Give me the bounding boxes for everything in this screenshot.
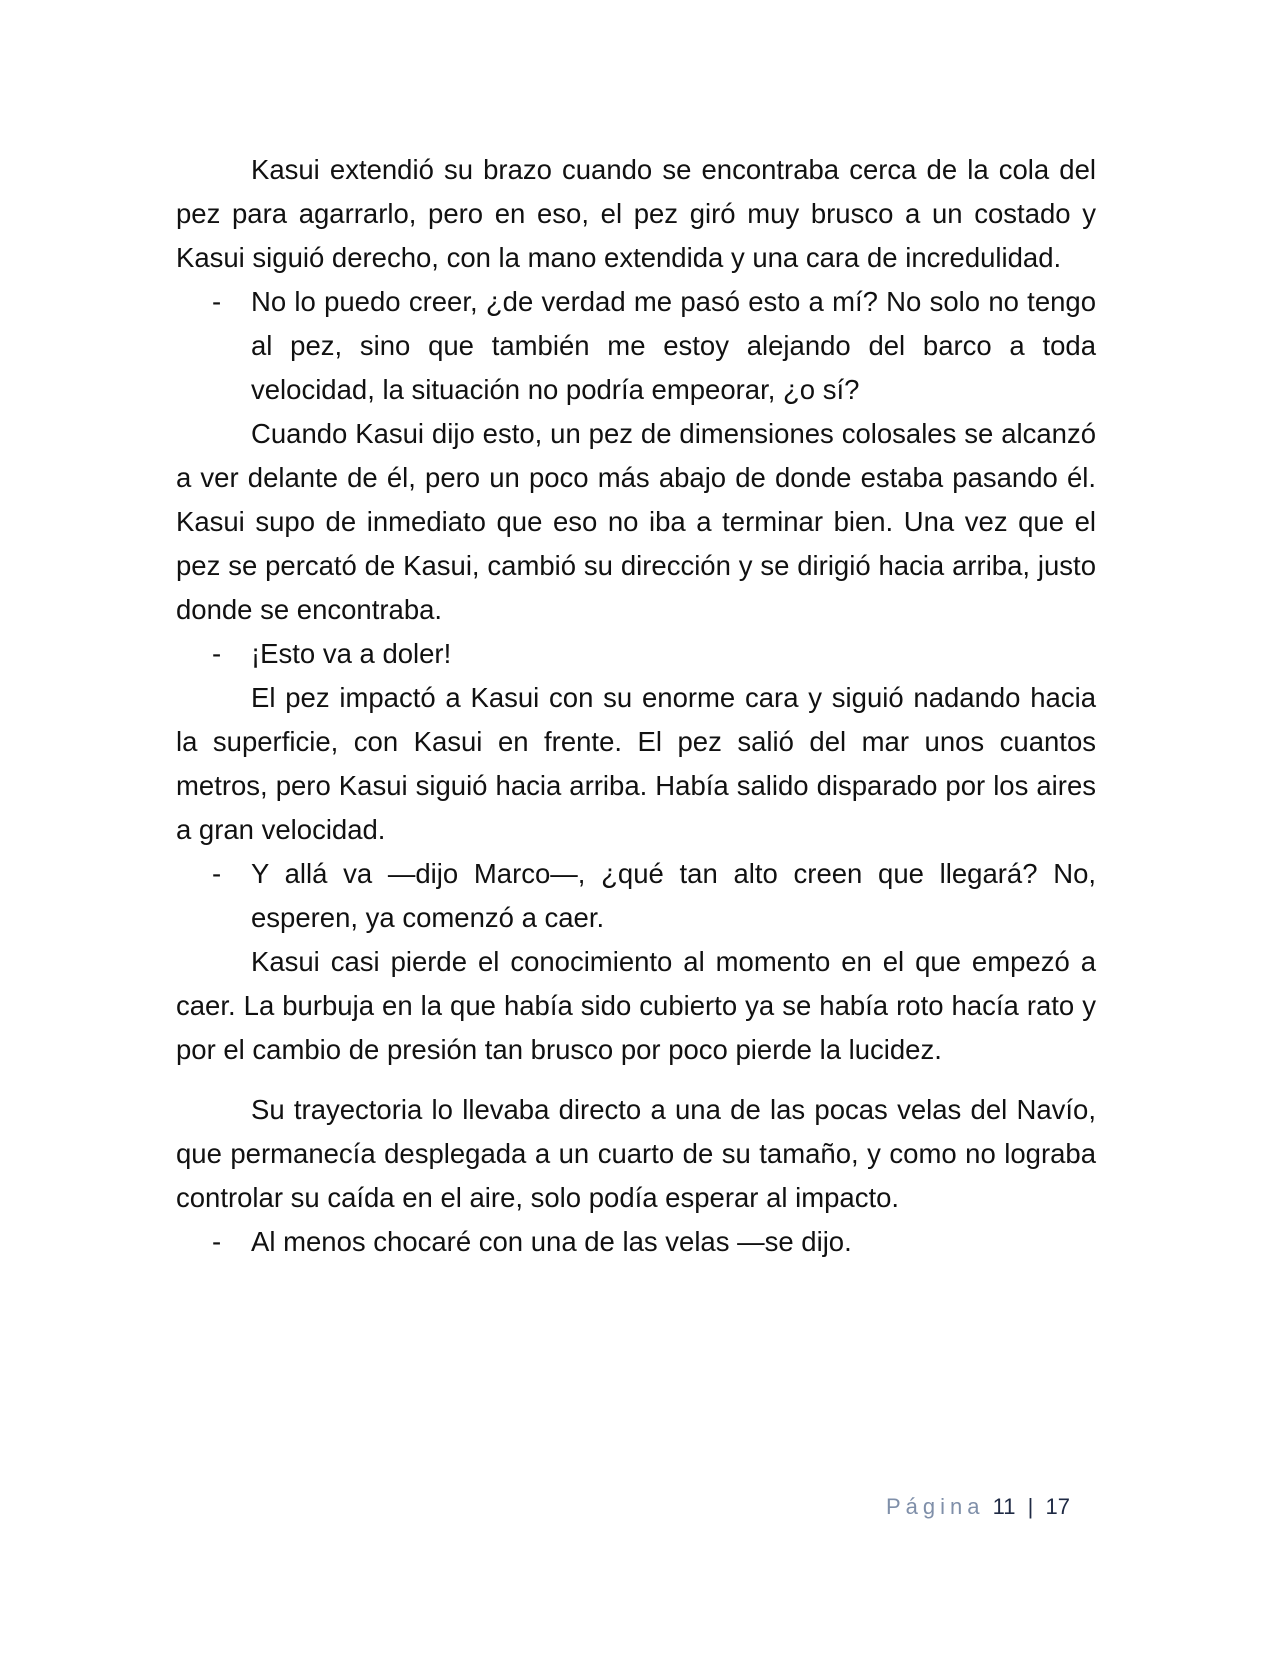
dialogue-text: ¡Esto va a doler! — [251, 638, 452, 669]
dialogue-text: Y allá va —dijo Marco—, ¿qué tan alto creen que llegará? No, esperen, ya comenzó a caer. — [251, 858, 1096, 933]
dialogue-line — [176, 632, 1096, 676]
current-page-number: 11 — [992, 1494, 1016, 1519]
dialogue-dash: - — [212, 1226, 222, 1257]
paragraph: Kasui casi pierde el conocimiento al momento en el que empezó a caer. La burbuja en la que había sido cubierto ya se había roto hacía rato y por el cambio de presión tan brusco por poco pierde la lucidez. — [176, 946, 1096, 1065]
dialogue-dash: - — [212, 858, 222, 889]
paragraph: El pez impactó a Kasui con su enorme cara y siguió nadando hacia la superficie, con Kasui en frente. El pez salió del mar unos cuantos metros, pero Kasui siguió hacia arriba. Había salido disparado por los aires a gran velocidad. — [176, 682, 1096, 845]
paragraph: Su trayectoria lo llevaba directo a una de las pocas velas del Navío, que permanecía desplegada a un cuarto de su tamaño, y como no lograba controlar su caída en el aire, solo podía esperar al impacto. — [176, 1094, 1096, 1213]
dialogue-text: Al menos chocaré con una de las velas —se dijo. — [251, 1226, 852, 1257]
page-separator: | — [1027, 1494, 1034, 1519]
paragraph: Cuando Kasui dijo esto, un pez de dimensiones colosales se alcanzó a ver delante de él, pero un poco más abajo de donde estaba pasando él. Kasui supo de inmediato que eso no iba a terminar bien. Una vez que el pez se percató de Kasui, cambió su dirección y se dirigió hacia arriba, justo donde se encontraba. — [176, 418, 1096, 625]
total-pages: 17 — [1045, 1494, 1070, 1519]
dialogue-text: No lo puedo creer, ¿de verdad me pasó esto a mí? No solo no tengo al pez, sino que también me estoy alejando del barco a toda velocidad, la situación no podría empeorar, ¿o sí? — [251, 286, 1096, 405]
body-text — [176, 148, 1096, 1264]
page-label: Página — [886, 1494, 985, 1519]
dialogue-line — [176, 852, 1096, 940]
dialogue-dash: - — [212, 286, 222, 317]
dialogue-line — [176, 1220, 1096, 1264]
paragraph: Kasui extendió su brazo cuando se encontraba cerca de la cola del pez para agarrarlo, pero en eso, el pez giró muy brusco a un costado y Kasui siguió derecho, con la mano extendida y una cara de incredulidad. — [176, 154, 1096, 273]
dialogue-line — [176, 280, 1096, 412]
dialogue-dash: - — [212, 638, 222, 669]
page-footer — [886, 1492, 1070, 1522]
